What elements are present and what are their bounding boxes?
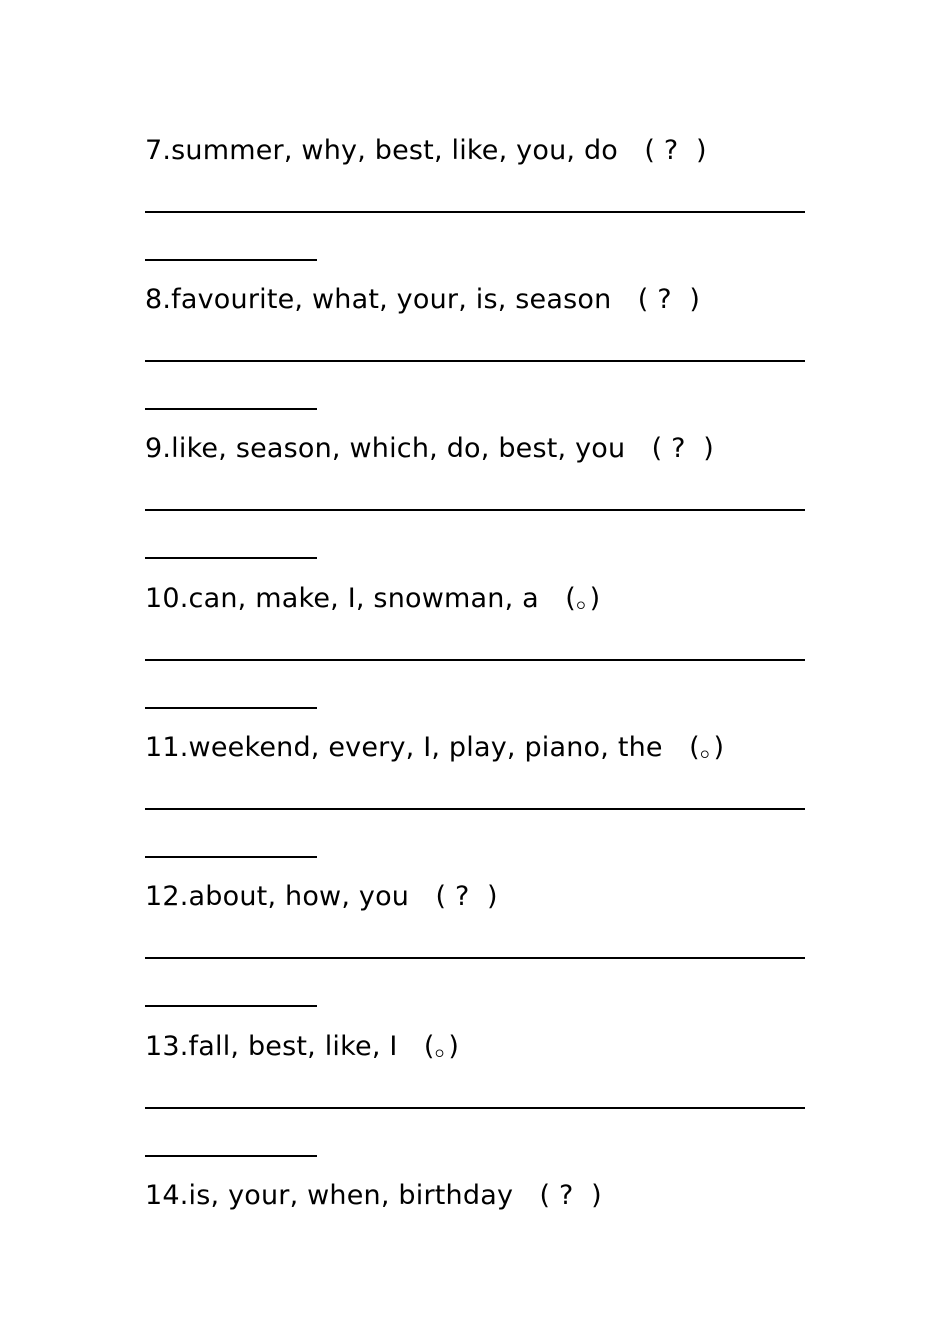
question-11 bbox=[145, 732, 825, 882]
answer-line bbox=[145, 957, 805, 959]
answer-line-continuation bbox=[145, 856, 317, 858]
answer-line-continuation bbox=[145, 707, 317, 709]
question-text: 10.can, make, I, snowman, a (。) bbox=[145, 583, 601, 614]
answer-line-continuation bbox=[145, 1005, 317, 1007]
question-text: 8.favourite, what, your, is, season ( ? ) bbox=[145, 284, 701, 315]
answer-line-continuation bbox=[145, 1155, 317, 1157]
question-text: 11.weekend, every, I, play, piano, the (。) bbox=[145, 732, 725, 763]
answer-line bbox=[145, 211, 805, 213]
answer-line bbox=[145, 808, 805, 810]
answer-line-continuation bbox=[145, 557, 317, 559]
answer-line bbox=[145, 1107, 805, 1109]
question-14 bbox=[145, 1180, 825, 1330]
question-8 bbox=[145, 284, 825, 434]
question-13 bbox=[145, 1031, 825, 1181]
question-9 bbox=[145, 433, 825, 583]
question-10 bbox=[145, 583, 825, 733]
question-7 bbox=[145, 135, 825, 285]
answer-line bbox=[145, 509, 805, 511]
question-text: 12.about, how, you ( ? ) bbox=[145, 881, 498, 912]
question-text: 9.like, season, which, do, best, you ( ? ) bbox=[145, 433, 715, 464]
answer-line bbox=[145, 360, 805, 362]
answer-line-continuation bbox=[145, 408, 317, 410]
question-text: 7.summer, why, best, like, you, do ( ? ) bbox=[145, 135, 707, 166]
question-text: 13.fall, best, like, I (。) bbox=[145, 1031, 460, 1062]
question-12 bbox=[145, 881, 825, 1031]
question-text: 14.is, your, when, birthday ( ? ) bbox=[145, 1180, 602, 1211]
answer-line-continuation bbox=[145, 259, 317, 261]
answer-line bbox=[145, 659, 805, 661]
